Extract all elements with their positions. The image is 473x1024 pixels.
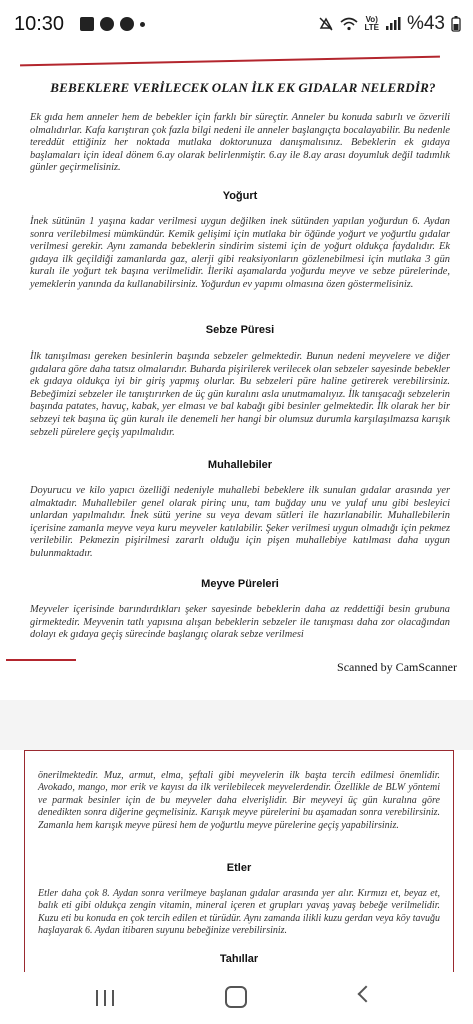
top-border-line [20,56,440,67]
bottom-border-line [6,659,76,661]
system-icons [318,13,461,35]
section-heading-tahillar: Tahıllar [219,953,259,965]
wifi-icon [340,17,358,31]
status-bar [0,0,473,48]
continued-text-meyve: önerilmektedir. Muz, armut, elma, şeftali gibi meyvelerin ilk başta tercih edilmesi önemlidir. Avokado, mango, mor erik ve kayısı da ilk verilebilecek meyvelerdendir. Özellikle de BLW yöntemi ve parmak besinler için de bu meyveler daha elverişlidir. Bir meyveyi üç gün kuralına göre denedikten sonra diğerine geçmelisiniz. Karışık meyve pürelerini bu aşamadan sonra verebilirsiniz. Zamanla hem karışık meyve püresi hem de yoğurtlu meyve pürelerine geçiş yapabilirsiniz. [38,770,440,831]
section-heading-yogurt: Yoğurt [222,190,258,202]
section-heading-meyve: Meyve Püreleri [201,578,279,590]
navigation-bar [0,972,473,1024]
back-icon[interactable] [358,986,375,1003]
status-time: 10:30 [14,13,65,35]
section-heading-etler: Etler [226,862,252,874]
page-separator [0,700,473,750]
whatsapp-icon [100,17,114,31]
battery-icon [451,16,461,32]
section-text-meyve: Meyveler içerisinde barındırdıkları şeker sayesinde bebeklerin daha az reddettiği besin grubuna girmektedir. Meyvenin tatlı yapısına alışan bebeklerin sebzeler ile tanışması daha zor olacağından dolayı ek gıdaya geçiş sürecinde başlangıç olarak sebze verilmesi [30,604,450,641]
lte-indicator: Vo) LTE [364,15,379,32]
section-text-sebze: İlk tanışılması gereken besinlerin başında sebzeler gelmektedir. Bunun nedeni meyvelere ve diğer gıdalara göre daha tatsız olmalarıdır. Buharda pişirilerek verilecek olan sebzeler sayesinde bebekler ek gıdaya oldukça iyi bir giriş yapmış olurlar. Bu sebzeleri püre haline getirerek verebilirsiniz. Bebeğimizi sebzeler ile tanıştırırken de üç gün kuralını asla unutmamalıyız. İlk tanışacağı sebzelerin başında patates, havuç, kabak, yer elması ve bal kabağı gibi besinler gelmektedir. İlk olarak her bir sebzeyi tek başına üç gün kuralı ile denemeli her hangi bir olumsuz durumla karşılaşılmazsa karışık sebzeli pürelere geçiş yapılmalıdır. [30,351,450,438]
battery-percentage: %43 [406,13,445,34]
section-heading-sebze: Sebze Püresi [205,324,275,336]
scanner-watermark: Scanned by CamScanner [337,660,457,674]
intro-paragraph: Ek gıda hem anneler hem de bebekler için farklı bir süreçtir. Anneler bu konuda sabırlı ve özverili olmalıdırlar. Kafa karıştıran çok fazla bilgi nedeni ile anneler başlangıçta bocalayabilir. Bu nedenle tereddüt ettiğiniz her noktada mutlaka doktorunuza danışmalısınız. Bebeklerin ek gıdaya başlamaları için ideal dönem 6.ay olarak belirlenmiştir. 6.ay ile 8.ay arası doyumluk değil tadımlık günler geçirmelisiniz. [30,112,450,174]
document-page-2[interactable] [0,750,473,972]
notification-icons [80,17,145,31]
more-notifications-icon [140,22,145,27]
signal-icon [385,17,401,31]
section-text-muhallebi: Doyurucu ve kilo yapıcı özelliği nedeniyle muhallebi bebeklere ilk sunulan gıdalar arasında yer almaktadır. Muhallebiler genel olarak pirinç unu, tam buğday unu ve yulaf unu gibi besleyici unlardan yapılmalıdır. İnek sütü yerine su veya devam sütleri ile hazırlanabilir. Muhallebilerin içerisine zamanla meyve veya kuru meyveler katılabilir. Şeker verilmesi uygun olmadığı için pekmez verilebilir. Pekmezin pişirilmesi zararlı olduğu için pişen muhallebiye katılması daha uygun bulunmaktadır. [30,485,450,559]
gallery-icon [80,17,94,31]
section-heading-muhallebi: Muhallebiler [207,459,273,471]
section-text-etler: Etler daha çok 8. Aydan sonra verilmeye başlanan gıdalar arasında yer alır. Kırmızı et, beyaz et, balık eti gibi oldukça zengin vitamin, mineral içeren et grupları yavaş yavaş bebeğe verilmelidir. Kuzu eti bu konuda en çok tercih edilen et türüdür. Aynı zamanda ilikli kuzu gerdan veya köy tavuğu haşlayarak 6. Aydan itibaren suyunu bebeğinize verebilirsiniz. [38,888,440,937]
chat-bubble-icon [120,17,134,31]
section-text-yogurt: İnek sütünün 1 yaşına kadar verilmesi uygun değilken inek sütünden yapılan yoğurdun 6. Aydan sonra verilebilmesi mümkündür. Kemik gelişimi için mutlaka bir öğünde yoğurt ve yoğurtlu gıdalar verilmesi gerekir. Aynı zamanda bebeklerin sindirim sistemi için de yoğurt oldukça faydalıdır. Ek gıdaya ilk geçildiği zamanlarda gaz, alerji gibi reaksiyonların gözlenebilmesi için mutlaka 3 gün kuralı ile yoğurt tek başına verilmelidir. İleriki aşamalarda yoğurdu meyve ve sebze pürelerinde, yemeklerin yanında da kullanabilirsiniz. Yoğurdun ev yapımı olmasına özen göstermelisiniz. [30,216,450,290]
home-icon[interactable] [225,986,247,1008]
document-page-1[interactable] [0,48,473,700]
document-title: BEBEKLERE VERİLECEK OLAN İLK EK GIDALAR NELERDİR? [50,80,436,95]
recent-apps-icon[interactable] [96,990,114,1006]
mute-icon [318,16,334,32]
